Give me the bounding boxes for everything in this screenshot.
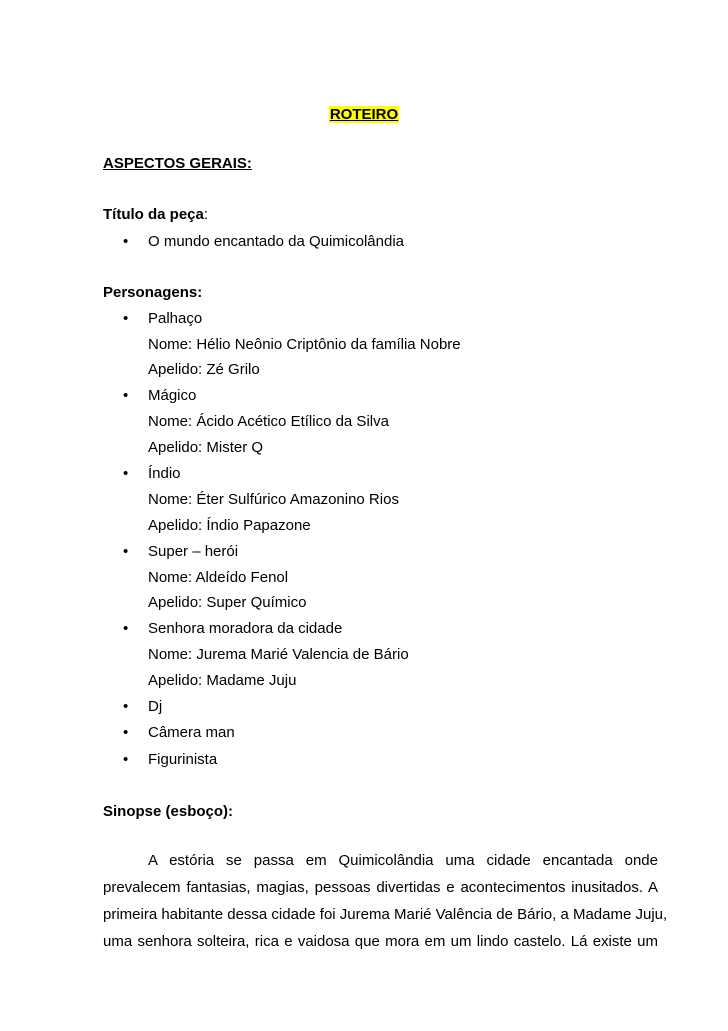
bullet-icon: • — [123, 465, 129, 482]
character-nome: Nome: Ácido Acético Etílico da Silva — [148, 413, 389, 430]
character-nome: Nome: Jurema Marié Valencia de Bário — [148, 646, 409, 663]
sinopse-line — [103, 905, 668, 925]
character-nome: Nome: Éter Sulfúrico Amazonino Rios — [148, 491, 399, 508]
bullet-icon: • — [123, 751, 129, 768]
bullet-icon: • — [123, 620, 129, 637]
titulo-colon: : — [203, 206, 209, 223]
character-role: Palhaço — [148, 310, 203, 327]
sinopse-line — [103, 932, 658, 952]
bullet-icon: • — [123, 543, 129, 560]
character-role: Índio — [148, 465, 181, 482]
sinopse-text: prevalecem fantasias, magias, pessoas divertidas e acontecimentos inusitados. A — [103, 879, 658, 896]
sinopse-heading: Sinopse (esboço): — [103, 803, 234, 820]
sinopse-line — [103, 851, 658, 871]
character-apelido: Apelido: Zé Grilo — [148, 361, 260, 378]
character-role: Senhora moradora da cidade — [148, 620, 343, 637]
title-text: ROTEIRO — [329, 106, 399, 123]
character-apelido: Apelido: Super Químico — [148, 594, 307, 611]
sinopse-line — [103, 878, 658, 898]
extra-role: Figurinista — [148, 751, 218, 768]
personagens-heading: Personagens: — [103, 284, 203, 301]
extra-role: Dj — [148, 698, 163, 715]
character-apelido: Apelido: Madame Juju — [148, 672, 297, 689]
sinopse-text: A estória se passa em Quimicolândia uma cidade encantada onde — [148, 852, 658, 869]
character-role: Mágico — [148, 387, 197, 404]
titulo-line — [103, 205, 208, 225]
sinopse-text: uma senhora solteira, rica e vaidosa que mora em um lindo castelo. Lá existe um — [103, 933, 658, 950]
titulo-label: Título da peça — [103, 206, 204, 223]
bullet-icon: • — [123, 698, 129, 715]
bullet-icon: • — [123, 387, 129, 404]
titulo-value: O mundo encantado da Quimicolândia — [148, 233, 404, 250]
character-nome: Nome: Aldeído Fenol — [148, 569, 289, 586]
bullet-icon: • — [123, 310, 129, 327]
character-apelido: Apelido: Mister Q — [148, 439, 264, 456]
bullet-icon: • — [123, 233, 129, 250]
character-apelido: Apelido: Índio Papazone — [148, 517, 311, 534]
character-role: Super – herói — [148, 543, 239, 560]
character-nome: Nome: Hélio Neônio Criptônio da família Nobre — [148, 336, 461, 353]
extra-role: Câmera man — [148, 724, 235, 741]
aspectos-heading: ASPECTOS GERAIS: — [103, 155, 252, 172]
sinopse-text: primeira habitante dessa cidade foi Jurema Marié Valência de Bário, a Madame Juju, — [103, 906, 668, 923]
bullet-icon: • — [123, 724, 129, 741]
document-title — [0, 105, 728, 125]
